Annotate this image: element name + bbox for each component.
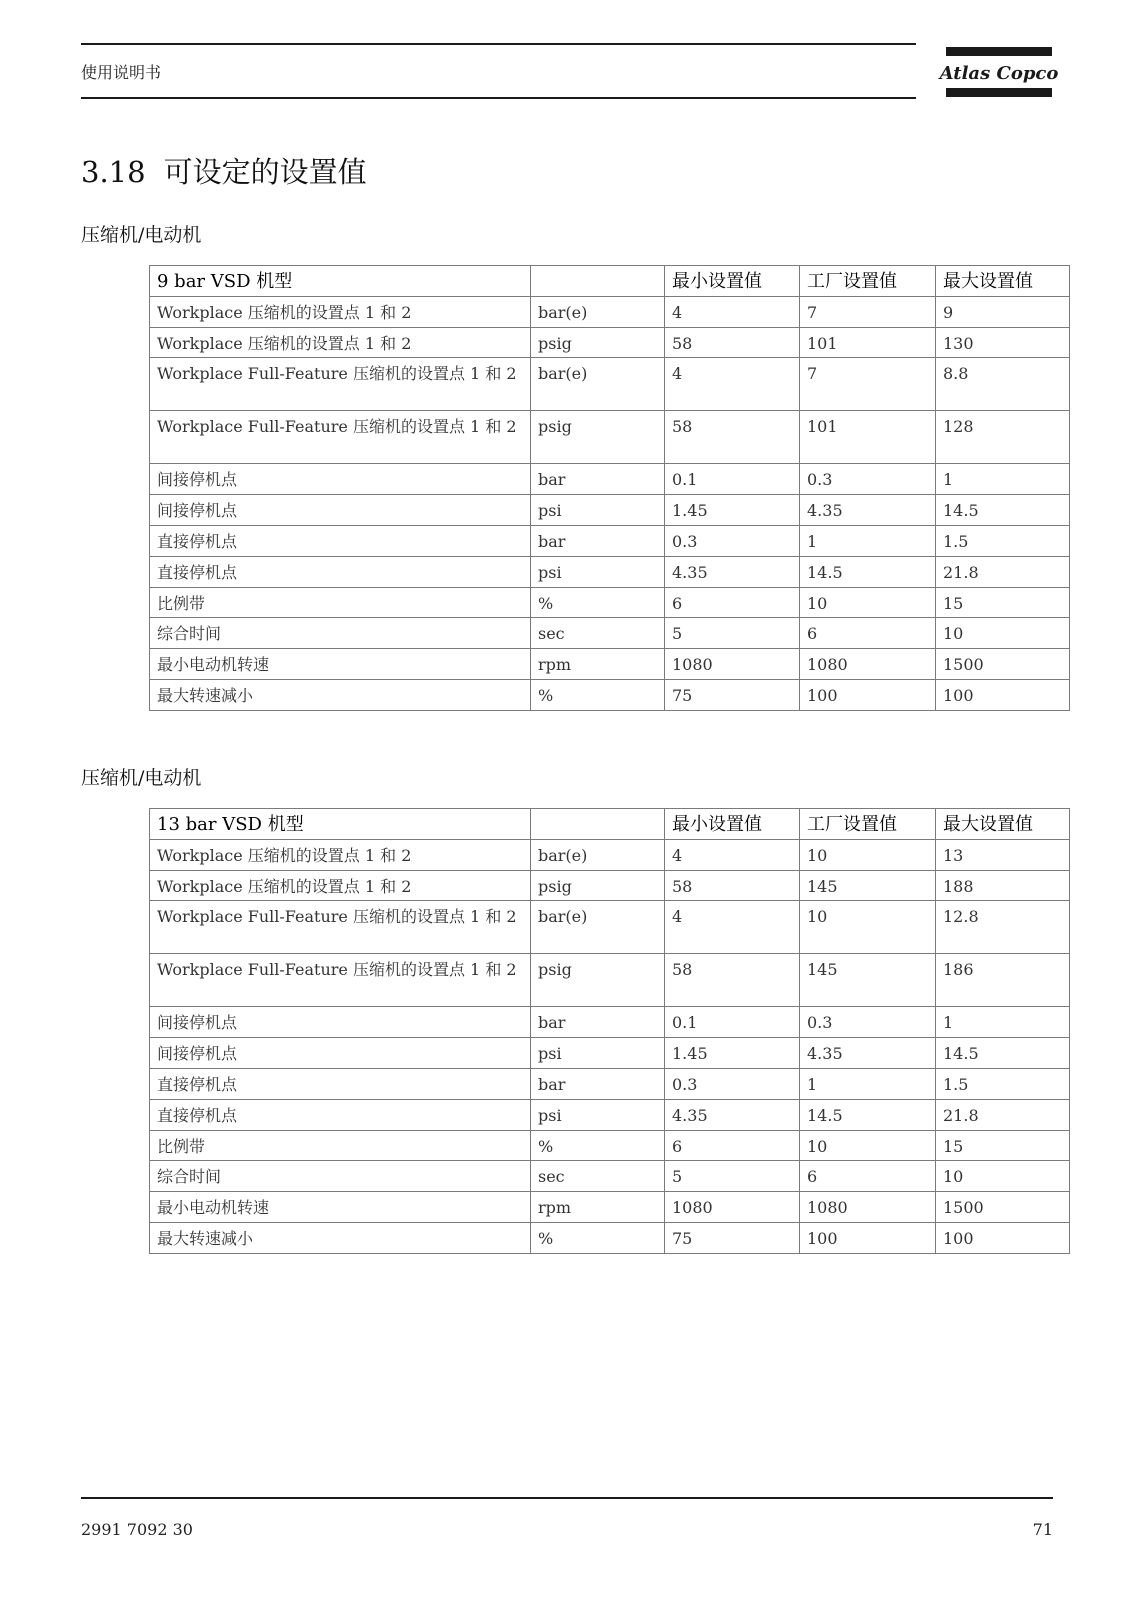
table-2-subheading: 压缩机/电动机	[81, 767, 202, 789]
min-cell: 4	[665, 839, 800, 870]
table-row	[150, 1068, 1070, 1099]
min-cell: 5	[665, 618, 800, 649]
unit-cell: bar(e)	[531, 901, 665, 954]
param-cell: 间接停机点	[150, 464, 531, 495]
col-header-model: 9 bar VSD 机型	[150, 266, 531, 297]
min-cell: 75	[665, 679, 800, 710]
table-row	[150, 556, 1070, 587]
param-cell: Workplace 压缩机的设置点 1 和 2	[150, 327, 531, 358]
factory-cell: 4.35	[800, 1038, 936, 1069]
table-1-subheading: 压缩机/电动机	[81, 224, 202, 246]
unit-cell: bar	[531, 464, 665, 495]
svg-text:Atlas Copco: Atlas Copco	[939, 63, 1059, 84]
max-cell: 8.8	[936, 358, 1070, 411]
unit-cell: psig	[531, 870, 665, 901]
factory-cell: 14.5	[800, 1099, 936, 1130]
max-cell: 12.8	[936, 901, 1070, 954]
footer-rule	[81, 1497, 1053, 1499]
max-cell: 186	[936, 954, 1070, 1007]
section-title	[81, 150, 367, 191]
param-cell: 最小电动机转速	[150, 649, 531, 680]
unit-cell: psig	[531, 411, 665, 464]
unit-cell: %	[531, 587, 665, 618]
factory-cell: 100	[800, 679, 936, 710]
min-cell: 0.1	[665, 1007, 800, 1038]
col-header-model: 13 bar VSD 机型	[150, 809, 531, 840]
min-cell: 75	[665, 1222, 800, 1253]
min-cell: 0.1	[665, 464, 800, 495]
max-cell: 1500	[936, 649, 1070, 680]
param-cell: 比例带	[150, 587, 531, 618]
max-cell: 15	[936, 587, 1070, 618]
max-cell: 10	[936, 1161, 1070, 1192]
factory-cell: 7	[800, 358, 936, 411]
factory-cell: 6	[800, 618, 936, 649]
unit-cell: bar	[531, 1007, 665, 1038]
factory-cell: 100	[800, 1222, 936, 1253]
factory-cell: 1080	[800, 649, 936, 680]
unit-cell: psig	[531, 327, 665, 358]
param-cell: Workplace Full-Feature 压缩机的设置点 1 和 2	[150, 411, 531, 464]
param-cell: Workplace 压缩机的设置点 1 和 2	[150, 296, 531, 327]
table-row	[150, 870, 1070, 901]
col-header-min: 最小设置值	[665, 266, 800, 297]
atlas-copco-logo	[939, 44, 1059, 100]
col-header-min: 最小设置值	[665, 809, 800, 840]
table-row	[150, 1038, 1070, 1069]
settings-table-9bar	[149, 265, 1070, 711]
table-row	[150, 839, 1070, 870]
unit-cell: bar(e)	[531, 839, 665, 870]
param-cell: 最大转速减小	[150, 679, 531, 710]
factory-cell: 1080	[800, 1192, 936, 1223]
section-number: 3.18	[81, 155, 146, 189]
param-cell: 综合时间	[150, 1161, 531, 1192]
max-cell: 14.5	[936, 1038, 1070, 1069]
min-cell: 1080	[665, 1192, 800, 1223]
max-cell: 100	[936, 679, 1070, 710]
min-cell: 58	[665, 870, 800, 901]
unit-cell: %	[531, 1222, 665, 1253]
param-cell: Workplace Full-Feature 压缩机的设置点 1 和 2	[150, 954, 531, 1007]
param-cell: 间接停机点	[150, 1007, 531, 1038]
factory-cell: 10	[800, 901, 936, 954]
max-cell: 15	[936, 1130, 1070, 1161]
param-cell: Workplace Full-Feature 压缩机的设置点 1 和 2	[150, 901, 531, 954]
max-cell: 21.8	[936, 556, 1070, 587]
table-row	[150, 649, 1070, 680]
unit-cell: bar	[531, 1068, 665, 1099]
min-cell: 1080	[665, 649, 800, 680]
unit-cell: rpm	[531, 649, 665, 680]
max-cell: 21.8	[936, 1099, 1070, 1130]
unit-cell: psig	[531, 954, 665, 1007]
unit-cell: psi	[531, 1038, 665, 1069]
min-cell: 0.3	[665, 525, 800, 556]
table-row	[150, 411, 1070, 464]
max-cell: 130	[936, 327, 1070, 358]
min-cell: 4.35	[665, 556, 800, 587]
min-cell: 6	[665, 1130, 800, 1161]
min-cell: 0.3	[665, 1068, 800, 1099]
table-row	[150, 464, 1070, 495]
unit-cell: bar	[531, 525, 665, 556]
param-cell: 间接停机点	[150, 495, 531, 526]
unit-cell: bar(e)	[531, 296, 665, 327]
table-header-row	[150, 266, 1070, 297]
table-row	[150, 495, 1070, 526]
factory-cell: 1	[800, 1068, 936, 1099]
param-cell: 直接停机点	[150, 1068, 531, 1099]
col-header-max: 最大设置值	[936, 809, 1070, 840]
param-cell: 比例带	[150, 1130, 531, 1161]
unit-cell: psi	[531, 1099, 665, 1130]
max-cell: 1	[936, 464, 1070, 495]
factory-cell: 7	[800, 296, 936, 327]
factory-cell: 0.3	[800, 1007, 936, 1038]
col-header-max: 最大设置值	[936, 266, 1070, 297]
table-row	[150, 327, 1070, 358]
unit-cell: %	[531, 1130, 665, 1161]
param-cell: Workplace 压缩机的设置点 1 和 2	[150, 839, 531, 870]
max-cell: 1500	[936, 1192, 1070, 1223]
footer-page-number: 71	[1032, 1520, 1053, 1539]
table-row	[150, 1007, 1070, 1038]
table-row	[150, 1130, 1070, 1161]
table-row	[150, 587, 1070, 618]
table-row	[150, 1099, 1070, 1130]
table-row	[150, 296, 1070, 327]
factory-cell: 1	[800, 525, 936, 556]
table-row	[150, 679, 1070, 710]
param-cell: 最大转速减小	[150, 1222, 531, 1253]
param-cell: Workplace 压缩机的设置点 1 和 2	[150, 870, 531, 901]
table-row	[150, 358, 1070, 411]
max-cell: 1	[936, 1007, 1070, 1038]
table-row	[150, 901, 1070, 954]
col-header-unit	[531, 809, 665, 840]
max-cell: 10	[936, 618, 1070, 649]
factory-cell: 0.3	[800, 464, 936, 495]
max-cell: 9	[936, 296, 1070, 327]
min-cell: 1.45	[665, 495, 800, 526]
param-cell: 最小电动机转速	[150, 1192, 531, 1223]
max-cell: 1.5	[936, 1068, 1070, 1099]
header-title: 使用说明书	[81, 63, 162, 82]
max-cell: 188	[936, 870, 1070, 901]
factory-cell: 10	[800, 839, 936, 870]
max-cell: 100	[936, 1222, 1070, 1253]
min-cell: 4	[665, 901, 800, 954]
factory-cell: 10	[800, 587, 936, 618]
max-cell: 14.5	[936, 495, 1070, 526]
col-header-unit	[531, 266, 665, 297]
header-top-rule	[81, 43, 916, 45]
min-cell: 4	[665, 358, 800, 411]
param-cell: 综合时间	[150, 618, 531, 649]
factory-cell: 101	[800, 411, 936, 464]
table-row	[150, 1192, 1070, 1223]
footer-doc-number: 2991 7092 30	[81, 1520, 193, 1539]
min-cell: 58	[665, 954, 800, 1007]
table-row	[150, 618, 1070, 649]
max-cell: 1.5	[936, 525, 1070, 556]
table-row	[150, 525, 1070, 556]
max-cell: 13	[936, 839, 1070, 870]
param-cell: 直接停机点	[150, 1099, 531, 1130]
min-cell: 5	[665, 1161, 800, 1192]
section-title-text: 可设定的设置值	[163, 155, 367, 189]
table-row	[150, 954, 1070, 1007]
max-cell: 128	[936, 411, 1070, 464]
unit-cell: sec	[531, 618, 665, 649]
unit-cell: %	[531, 679, 665, 710]
col-header-factory: 工厂设置值	[800, 809, 936, 840]
unit-cell: psi	[531, 556, 665, 587]
factory-cell: 145	[800, 954, 936, 1007]
unit-cell: psi	[531, 495, 665, 526]
unit-cell: bar(e)	[531, 358, 665, 411]
factory-cell: 101	[800, 327, 936, 358]
param-cell: 直接停机点	[150, 556, 531, 587]
factory-cell: 6	[800, 1161, 936, 1192]
factory-cell: 4.35	[800, 495, 936, 526]
param-cell: 直接停机点	[150, 525, 531, 556]
param-cell: Workplace Full-Feature 压缩机的设置点 1 和 2	[150, 358, 531, 411]
min-cell: 6	[665, 587, 800, 618]
unit-cell: sec	[531, 1161, 665, 1192]
min-cell: 4.35	[665, 1099, 800, 1130]
col-header-factory: 工厂设置值	[800, 266, 936, 297]
factory-cell: 14.5	[800, 556, 936, 587]
factory-cell: 10	[800, 1130, 936, 1161]
min-cell: 58	[665, 411, 800, 464]
settings-table-13bar	[149, 808, 1070, 1254]
header-bottom-rule	[81, 97, 916, 99]
table-row	[150, 1161, 1070, 1192]
param-cell: 间接停机点	[150, 1038, 531, 1069]
factory-cell: 145	[800, 870, 936, 901]
min-cell: 1.45	[665, 1038, 800, 1069]
min-cell: 4	[665, 296, 800, 327]
table-row	[150, 1222, 1070, 1253]
table-header-row	[150, 809, 1070, 840]
unit-cell: rpm	[531, 1192, 665, 1223]
min-cell: 58	[665, 327, 800, 358]
